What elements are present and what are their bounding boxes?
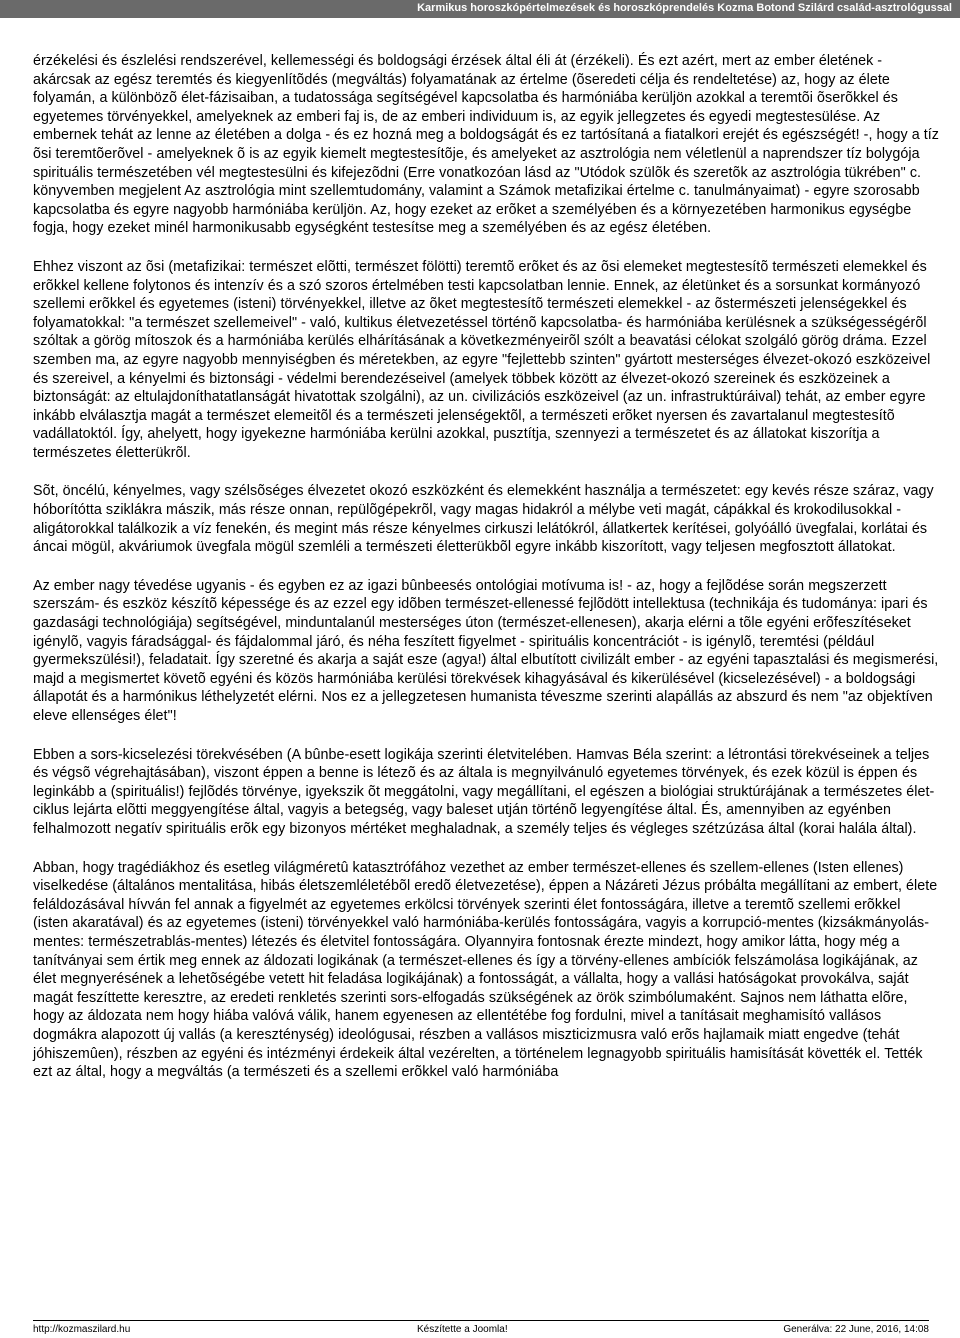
page-footer [33, 1324, 929, 1336]
paragraph: Ebben a sors-kicselezési törekvésében (A bûnbe-esett logikája szerinti életvitelében. Hamvas Béla szerint: a létrontási törekvéseinek a teljes és végsõ végrehajtásában), viszont éppen a benne is létezõ és az általa is megnyilvánuló egyetemes törvények, és ezek közül is éppen és leginkább a (spirituális!) fejlõdés törvénye, igyekszik õt meggátolni, vagy megállítani, el egészen a biológiai struktúrájának a természetes élet-ciklus lejárta elõtti meggyengítése által, vagyis a betegség, vagy baleset utján történõ legyengítése által. És, amennyiben az egyénben felhalmozott negatív spirituális erõk egy bizonyos mértéket meghaladnak, a személy teljes és végleges szétzúzása által (korai halála által). [33, 746, 935, 837]
paragraph: Ehhez viszont az õsi (metafizikai: természet elõtti, természet fölötti) teremtõ erõket és az õsi elemeket megtestesítõ természeti elemekkel és erõkkel kellene folytonos és intenzív és a szó szoros értelmében testi kapcsolatban lennie. Ennek, az életünket és a sorsunkat kormányozó szellemi erõkkel és egyetemes (isteni) törvényekkel, illetve az õket megtestesítõ természeti elemekkel - az õstermészeti jelenségekkel és folyamatokkal: "a természet szellemeivel" - való, kultikus életvezetéssel történõ kapcsolatba- és harmóniába kerülésnek a szükségességérõl szóltak a görög mítoszok és a harmóniába kerülés elhárításának a következményeirõl szólt a beavatási célokat szolgáló görög dráma. Ezzel szemben ma, az egyre nagyobb mennyiségben és méretekben, az egyre "fejlettebb szinten" gyártott mesterséges élvezet-okozó eszközeivel és szereivel, a kényelmi és biztonsági - védelmi berendezéseivel (amelyek többek között az élvezet-okozó szereinek és eszközeinek a biztonságát: az eltulajdoníthatatlanságát hivatottak szolgálni), az un. civilizációs eszközeivel (az un. infrastruktúráival) tehát, az ember egyre inkább elválasztja magát a természet elemeitõl és a természeti jelenségektõl, a természeti erõket nyersen és zavartalanul megtestesítõ vadállatoktól. Így, ahelyett, hogy igyekezne harmóniába kerülni azokkal, pusztítja, szennyezi a természetet és az állatokat kiszorítja a természetes életterükrõl. [33, 258, 931, 461]
footer-divider [33, 1320, 929, 1321]
paragraph: érzékelési és észlelési rendszerével, kellemességi és boldogsági érzések által éli át (érzékeli). És ezt azért, mert az ember életének - akárcsak az egész teremtés és kiegyenlítõdés (megváltás) folyamatának az értelme (õseredeti célja és rendeltetése) az, hogy az élete folyamán, a különbözõ élet-fázisaiban, a tudatossága segítségével kapcsolatba és harmóniába kerüljön azokkal a teremtõi õserõkkel és egyetemes törvényekkel, amelyeknek az emberi faj is, de az emberi individuum is, az egyik jellegzetes és egyedi megtestesülése. Az embernek tehát az lenne az életében a dolga - és ez hozná meg a boldogságát és ez tartósítaná a fiatalkori erejét és egészségét! -, hogy a tíz õsi teremtõerõvel - amelyeknek õ is az egyik kiemelt megtestesítõje, és amelyeket az asztrológia nem véletlenül a naprendszer tíz bolygója spirituális természetében vél megtestesülni és kifejezõdni (Erre vonatkozóan lásd az "Utódok szülõk és szeretõk az asztrológia tükrében" c. könyvemben megjelent Az asztrológia mint szellemtudomány, valamint a Számok metafizikai értelme c. tanulmányaimat) - egyre szorosabb kapcsolatba és egyre nagyobb harmóniába kerüljön. Az, hogy ezeket az erõket a személyében és a környezetében harmonikus egységbe fogja, hogy ezeket minél harmonikusabb egységként testesítse meg a személyében és az egész életében. [33, 53, 939, 237]
footer-generated-date: Generálva: 22 June, 2016, 14:08 [783, 1324, 929, 1335]
paragraph: Sõt, öncélú, kényelmes, vagy szélsõséges élvezetet okozó eszközként és elemekként használja a természetet: egy kevés része száraz, vagy hóborítótta sziklákra mászik, más része onnan, repülõgépekrõl, vagy magas hidakról a mélybe veti magát, cápákkal és krokodilusokkal - aligátorokkal találkozik a víz fenekén, és megint más része kényelmes cirkuszi lelátókról, állatkertek kerítései, golyóálló üvegfalai, korlátai és áncai mögül, akváriumok üvegfala mögül szemléli a természeti életterükbõl egyre inkább kiszorított, vagy teljesen megfosztott állatokat. [33, 483, 934, 556]
article-body [33, 52, 939, 1102]
paragraph: Az ember nagy tévedése ugyanis - és egyben ez az igazi bûnbeesés ontológiai motívuma is! - az, hogy a fejlõdése során megszerzett szerszám- és eszköz készítõ képessége és az ezzel egy idõben természet-ellenessé fejlõdött intellektusa (technikája és tudománya: ipari és gazdasági technológiája) segítségével, minduntalanúl mesterséges úton (természet-ellenesen), akarja elérni a tõle egyéni erõfeszítéseket igénylõ, vagyis fáradsággal- és fájdalommal járó, és néha feszített figyelmet - spirituális koncentrációt - is igénylõ, teremtési (például gyermekszülési!), feladatait. Így szeretné és akarja a saját esze (agya!) által elbutított civilizált ember - az egyéni tapasztalási és megismerési, majd a megismertet követõ egyéni és közös harmóniába kerülési törekvések kihagyásával és kikerülésével (kicselezésével) - a boldogsági állapotát és a harmónikus léthelyzetét elérni. Nos ez a jellegzetesen humanista téveszme szerinti alapállás az abszurd és nem "az objektíven eleve ellenséges élet"! [33, 577, 939, 724]
footer-url-link[interactable]: http://kozmaszilard.hu [33, 1324, 131, 1335]
site-title: Karmikus horoszkópértelmezések és horoszkóprendelés Kozma Botond Szilárd család-asztrológussal [417, 2, 952, 14]
paragraph: Abban, hogy tragédiákhoz és esetleg világméretû katasztrófához vezethet az ember természet-ellenes és szellem-ellenes (Isten ellenes) viselkedése (általános mentalitása, hibás életszemléletébõl eredõ életvezetése), éppen a Názáreti Jézus próbálta megállítani az embert, élete feláldozásával hívván fel annak a figyelmét az egyetemes erkölcsi törvények szerinti élet fontosságára, illetve a teremtõ szellemi erõkkel (isten akaratával) és az egyetemes (isteni) törvényekkel való harmóniába-kerülés fontosságára, vagyis a korrupció-mentes (kizsákmányolás-mentes: természetrablás-mentes) létezés és életvitel fontosságára. Olyannyira fontosnak érezte mindezt, hogy amikor látta, hogy még a tanítványai sem értik meg ennek az áldozati logikának (a természet-ellenes és így a törvény-ellenes ambíciók felszámolása logikájának, az élet megnyerésének a lehetõségébe vetett hit feladása logikájának) a fontosságát, a vállalta, hogy a vallási hatóságokat provokálva, saját magát feszíttette keresztre, az eredeti renkletés szerinti sors-elfogadás szükségének az örök szimbólumaként. Sajnos nem láthatta elõre, hogy az áldozata nem hogy hiába valóvá válik, hanem egyenesen az ellentétébe fog fordulni, mivel a tanításait meghamisító vallásos dogmákra alapozott új vallás (a kereszténység) ideológusai, részben a vallásos miszticizmusra való erõs hajlamaik miatt engedve (tehát jóhiszemûen), részben az egyéni és intézményi érdekeik által vezérelten, a történelem legnagyobb spirituális hamisítását követték el. Tették ezt az által, hogy a megváltás (a természeti és a szellemi erõkkel való harmóniába [33, 859, 938, 1081]
header-bar [0, 0, 960, 18]
footer-credit: Készítette a Joomla! [417, 1324, 508, 1335]
